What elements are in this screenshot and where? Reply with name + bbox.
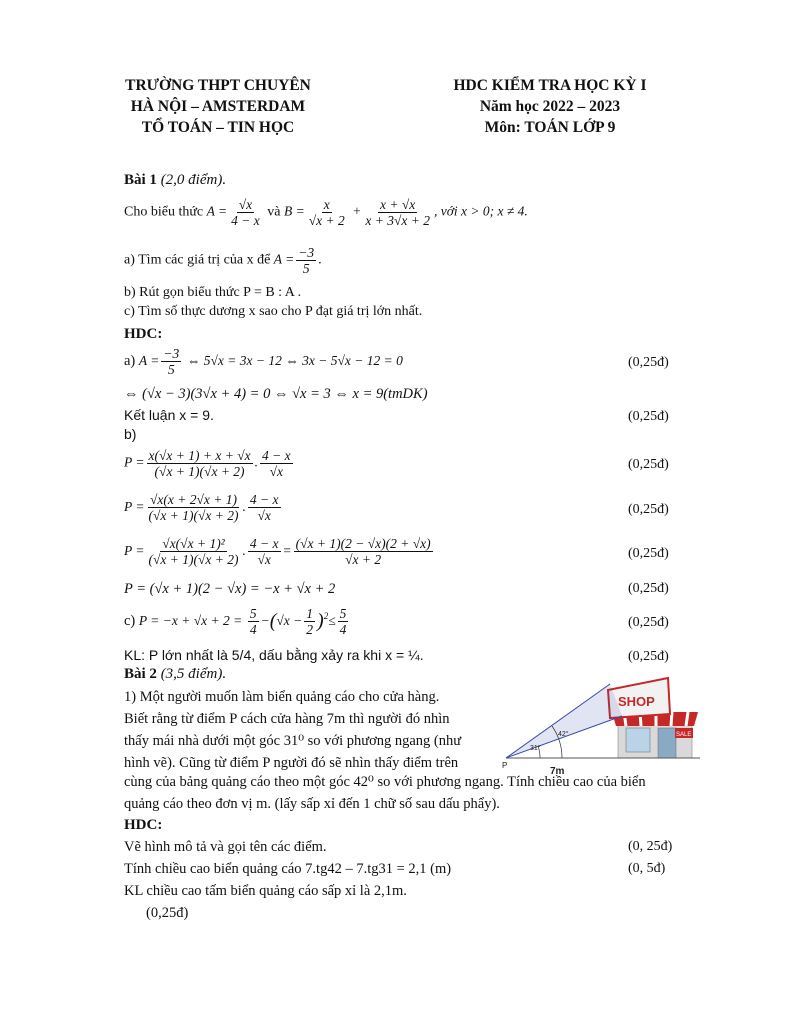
shop-door [658,728,676,758]
a-line2: ⇔ (√x − 3)(3√x + 4) = 0 ⇔ √x = 3 ⇔ x = 9(tmDK) [124,386,428,402]
shop-window [626,728,650,752]
intro-prefix: Cho biểu thức [124,204,204,220]
score-c1: (0,25đ) [628,615,669,630]
intro-condition: , với x > 0; x ≠ 4. [433,203,528,219]
problem-line4: hình vẽ). Cũng từ điểm P người đó sẽ nhìn thấy điểm trên [124,755,459,771]
problem-line6: quảng cáo theo đơn vị m. (lấy sấp xỉ đến 1 chữ số sau dấu phẩy). [124,796,500,812]
b-line1: P = $\frac{x(√x + 1) + x + √x}{(√x + 1)(√x + 2)}$ . $\frac{4 - x}{√x}$ [124,448,291,479]
score-b1: (0,25đ) [628,457,669,472]
point-p-label: P [502,761,508,770]
c-label: c) [124,612,136,629]
bai1-part-c: c) Tìm số thực dương x sao cho P đạt giá trị lớn nhất. [124,304,423,319]
angle-31-label: 31° [530,745,541,752]
score-a2: (0,25đ) [628,409,669,424]
score-b4: (0,25đ) [628,581,669,596]
subject: Môn: TOÁN LỚP 9 [484,119,616,136]
intro-and: và [267,204,281,220]
sign-text: SHOP [618,694,655,709]
bai2-points: (3,5 điểm). [160,666,227,682]
exam-title: HDC KIỂM TRA HỌC KỲ I [453,77,647,94]
bai2-step1: Vẽ hình mô tả và gọi tên các điểm. [124,839,327,855]
score-b3: (0,25đ) [628,546,669,561]
score-c2: (0,25đ) [628,649,669,664]
score-b2: (0,25đ) [628,502,669,517]
score-a1: (0,25đ) [628,355,669,370]
bai2-step3-score: (0,25đ) [146,905,189,921]
bai2-step2: Tính chiều cao biển quảng cáo 7.tg42 – 7.tg31 = 2,1 (m) [124,861,452,877]
bai1-title: Bài 1 [124,172,157,188]
b-line4: P = (√x + 1)(2 − √x) = −x + √x + 2 [124,581,336,597]
b-line2: P = $\frac{√x(x + 2√x + 1)}{(√x + 1)(√x + 2)}$ . $\frac{4 - x}{√x}$ [124,492,279,523]
problem-line2: Biết rằng từ điểm P cách cửa hàng 7m thì người đó nhìn [124,711,450,727]
school-name-line1: TRƯỜNG THPT CHUYÊN [125,77,311,94]
school-year: Năm học 2022 – 2023 [479,98,621,115]
bai1-part-b: b) Rút gọn biểu thức P = B : A . [124,285,302,300]
angle-42-label: 42° [558,731,569,738]
c-line: P = −x + √x + 2 = [138,612,243,628]
bai2-step1-score: (0, 25đ) [628,839,673,854]
problem-line1: 1) Một người muốn làm biển quảng cáo cho cửa hàng. [124,689,440,705]
bai1-hdc: HDC: [124,326,163,342]
b-label: b) [124,426,137,442]
c-conclusion: KL: P lớn nhất là 5/4, dấu bằng xảy ra khi x = ¼. [124,647,424,663]
bai2-step2-score: (0, 5đ) [628,861,666,876]
bai2-problem [124,686,494,774]
sale-text: SALE [676,732,692,738]
bai1-part-a: a) Tìm các giá trị của x để A = $\frac{-3}{5}$ . [124,245,322,276]
bai2-step3: KL chiều cao tấm biển quảng cáo sấp xỉ là 2,1m. [124,883,407,899]
problem-line5: cùng của bảng quảng cáo theo một góc 42⁰ so với phương ngang. Tính chiều cao của biển [124,774,646,790]
solution-a: a) A = $\frac{-3}{5}$ ⇔ 5√x = 3x − 12 ⇔ 3x − 5√x − 12 = 0 [124,346,403,377]
bai2-title: Bài 2 [124,666,157,682]
part-a-text: a) Tìm các giá trị của x để [124,252,271,268]
solution-c: c) P = −x + √x + 2 = $\frac{5}{4}$ −(√x − $\frac{1}{2}$ )$^2$≤ $\frac{5}{4}$ [124,606,347,637]
school-name-line2: HÀ NỘI – AMSTERDAM [130,98,306,115]
school-header [68,75,368,138]
bai2-hdc: HDC: [124,817,163,833]
bai1-intro: Cho biểu thức A = $\frac{√x}{4 - x}$ và B = $\frac{x}{√x + 2}$ + $\frac{x + √x}{x + 3√x + 2}$ , với x > 0; x ≠ 4. [124,197,528,228]
bai1-heading [124,172,226,189]
shop-figure [500,670,705,780]
bai2-heading [124,666,226,683]
problem-line3: thấy mái nhà dưới một góc 31⁰ so với phương ngang (như [124,733,462,749]
a-label: a) [124,352,136,369]
exam-header [400,75,700,138]
a-conclusion: Kết luận x = 9. [124,407,214,423]
a-line1: ⇔ 5√x = 3x − 12 ⇔ 3x − 5√x − 12 = 0 [186,352,403,368]
department-name: TỔ TOÁN – TIN HỌC [141,119,295,136]
bai1-points: (2,0 điểm). [160,172,227,188]
distance-label: 7m [550,766,565,777]
b-line3: P = $\frac{\text{√x(√x + 1)²}}{(√x + 1)(√x + 2)}$ . $\frac{4 - x}{√x}$ = $\frac{(√x + 1)(2 - √x)(2 + √x)}{√x + 2}$ [124,536,431,567]
